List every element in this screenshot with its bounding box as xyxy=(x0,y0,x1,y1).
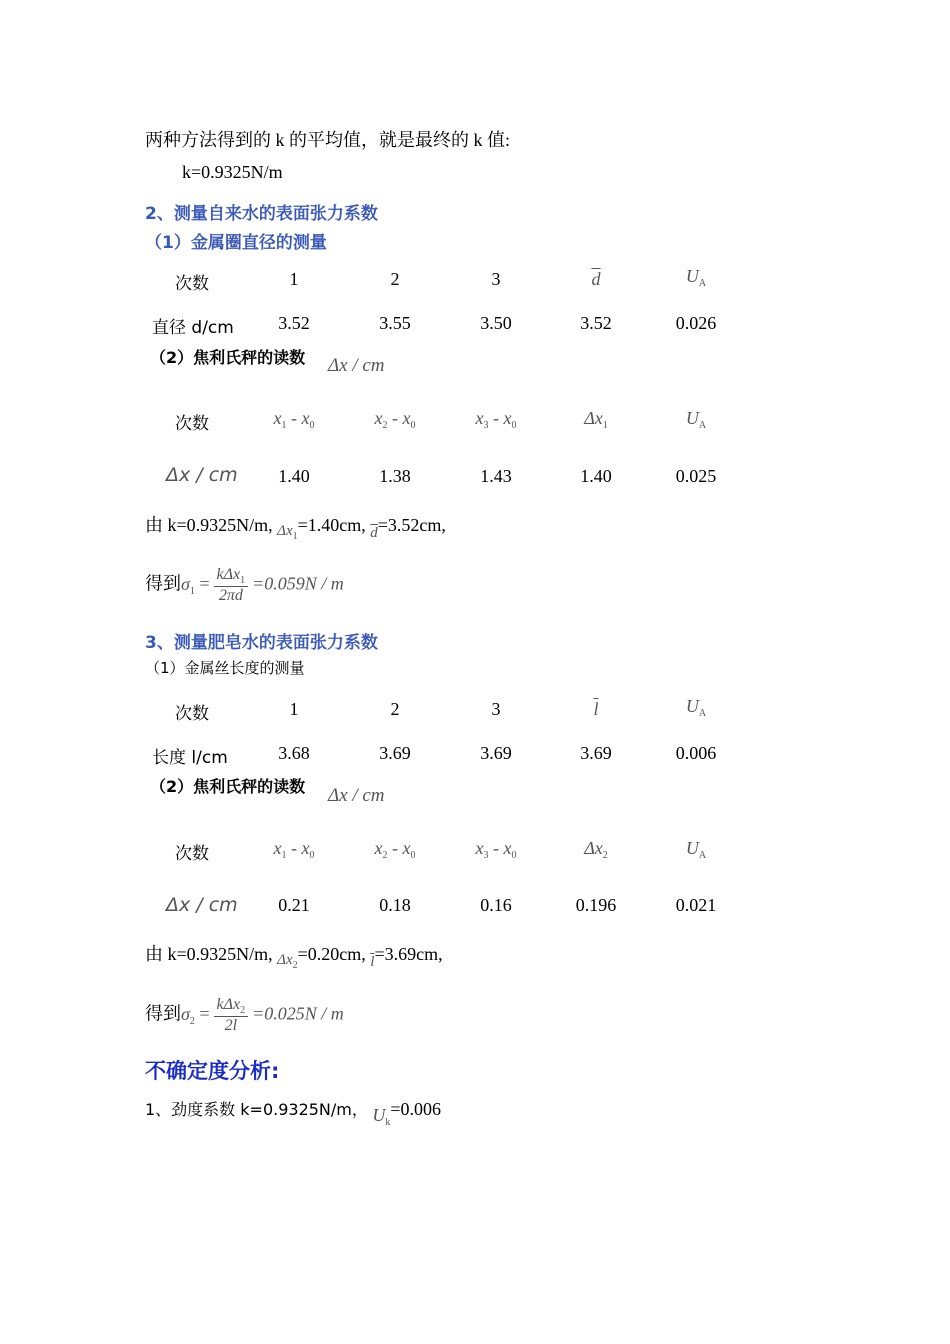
table-cell: 0.025 xyxy=(675,466,717,486)
table-row-label: 直径 d/cm xyxy=(152,318,234,338)
unit-symbol: Δx / cm xyxy=(328,355,385,376)
mean-dx-inline: Δx1 xyxy=(277,523,298,542)
intro-text: 两种方法得到的 k 的平均值，就是最终的 k 值: xyxy=(145,130,510,150)
x-diff-header: $x_3 - x_0$ xyxy=(475,838,517,861)
table-cell: 0.006 xyxy=(675,743,717,763)
mean-l-inline: l xyxy=(370,954,375,970)
table-cell: 3.69 xyxy=(379,743,411,763)
table-cell: 0.16 xyxy=(480,895,512,915)
table-cell: 1.40 xyxy=(278,466,310,486)
x-diff-header: $x_2 - x_0$ xyxy=(374,408,416,431)
k-value-text: k=0.9325N/m xyxy=(182,162,283,182)
table-row-label: Δx / cm xyxy=(166,894,238,916)
table-header-cell: 2 xyxy=(390,269,400,289)
table-cell: 0.021 xyxy=(675,895,717,915)
result-line: 得到$\sigma_1$ = $\frac{k\Delta x_1}{2\pi d}$ =0.059N / m xyxy=(145,566,344,604)
table-header-label: 次数 xyxy=(175,414,209,434)
table-cell: 3.69 xyxy=(480,743,512,763)
table-cell: 1.40 xyxy=(580,466,612,486)
sigma-symbol: $\sigma_1$ xyxy=(181,573,195,597)
x-diff-header: $x_1 - x_0$ xyxy=(273,838,315,861)
result-line: 得到$\sigma_2$ = $\frac{k\Delta x_2}{2l}$ =0.025N / m xyxy=(145,996,344,1034)
uk-value: =0.006 xyxy=(390,1099,442,1119)
section-3-sub2: （2）焦利氏秤的读数 xyxy=(150,777,306,796)
given-line xyxy=(145,511,446,542)
table-cell: 0.21 xyxy=(278,895,310,915)
section-3-sub1: （1）金属丝长度的测量 xyxy=(145,659,305,677)
given-dx: =1.40cm, xyxy=(297,515,366,535)
ua-symbol: $U_A$ xyxy=(685,696,707,719)
table-header-label: 次数 xyxy=(175,274,209,294)
mean-dx-symbol: $\Delta x_1$ xyxy=(584,408,608,431)
result-prefix: 得到 xyxy=(145,573,181,594)
section-2-sub2: （2）焦利氏秤的读数 xyxy=(150,348,306,367)
result-value: =0.059N / m xyxy=(252,573,344,594)
uk-symbol: $U_k$ xyxy=(372,1105,391,1128)
result-fraction: $\frac{k\Delta x_1}{2\pi d}$ xyxy=(214,566,249,605)
section-2-sub1: （1）金属圈直径的测量 xyxy=(145,233,327,253)
table-cell: 3.52 xyxy=(580,313,612,333)
mean-d-inline: d xyxy=(370,525,378,541)
uncertainty-item-1 xyxy=(145,1097,441,1128)
ua-symbol: $U_A$ xyxy=(685,266,707,289)
unit-symbol: Δx / cm xyxy=(328,785,385,806)
sigma-symbol: $\sigma_2$ xyxy=(181,1003,195,1027)
uncertainty-prefix: 1、劲度系数 k=0.9325N/m， xyxy=(145,1100,368,1119)
x-diff-header: $x_2 - x_0$ xyxy=(374,838,416,861)
table-cell: 0.18 xyxy=(379,895,411,915)
ua-symbol: $U_A$ xyxy=(685,408,707,431)
table-cell: 0.196 xyxy=(575,895,617,915)
table-cell: 1.38 xyxy=(379,466,411,486)
mean-l-symbol: $\overline{l}$ xyxy=(593,699,599,719)
table-header-cell: 1 xyxy=(289,699,299,719)
given-d: =3.52cm, xyxy=(377,515,446,535)
table-header-label: 次数 xyxy=(175,844,209,864)
table-header-cell: 1 xyxy=(289,269,299,289)
table-header-cell: 2 xyxy=(390,699,400,719)
given-line xyxy=(145,940,443,971)
table-header-cell: 3 xyxy=(491,269,501,289)
result-fraction: $\frac{k\Delta x_2}{2l}$ xyxy=(214,996,249,1035)
table-cell: 3.69 xyxy=(580,743,612,763)
table-cell: 3.52 xyxy=(278,313,310,333)
table-cell: 3.50 xyxy=(480,313,512,333)
section-2-title: 2、测量自来水的表面张力系数 xyxy=(145,204,378,224)
given-l: =3.69cm, xyxy=(374,944,443,964)
given-dx: =0.20cm, xyxy=(297,944,366,964)
section-3-title: 3、测量肥皂水的表面张力系数 xyxy=(145,633,378,653)
given-prefix: 由 k=0.9325N/m, xyxy=(145,515,273,535)
table-row-label: 长度 l/cm xyxy=(152,748,228,768)
table-cell: 3.68 xyxy=(278,743,310,763)
mean-dx-inline: Δx2 xyxy=(277,952,298,971)
x-diff-header: $x_1 - x_0$ xyxy=(273,408,315,431)
table-row-label: Δx / cm xyxy=(166,464,238,486)
table-cell: 3.55 xyxy=(379,313,411,333)
ua-symbol: $U_A$ xyxy=(685,838,707,861)
mean-dx-symbol: $\Delta x_2$ xyxy=(584,838,608,861)
result-value: =0.025N / m xyxy=(252,1003,344,1024)
table-cell: 0.026 xyxy=(675,313,717,333)
result-prefix: 得到 xyxy=(145,1003,181,1024)
x-diff-header: $x_3 - x_0$ xyxy=(475,408,517,431)
given-prefix: 由 k=0.9325N/m, xyxy=(145,944,273,964)
table-header-label: 次数 xyxy=(175,704,209,724)
table-header-cell: 3 xyxy=(491,699,501,719)
mean-d-symbol: $\overline{d}$ xyxy=(591,269,601,289)
table-cell: 1.43 xyxy=(480,466,512,486)
uncertainty-title: 不确定度分析: xyxy=(145,1059,280,1083)
